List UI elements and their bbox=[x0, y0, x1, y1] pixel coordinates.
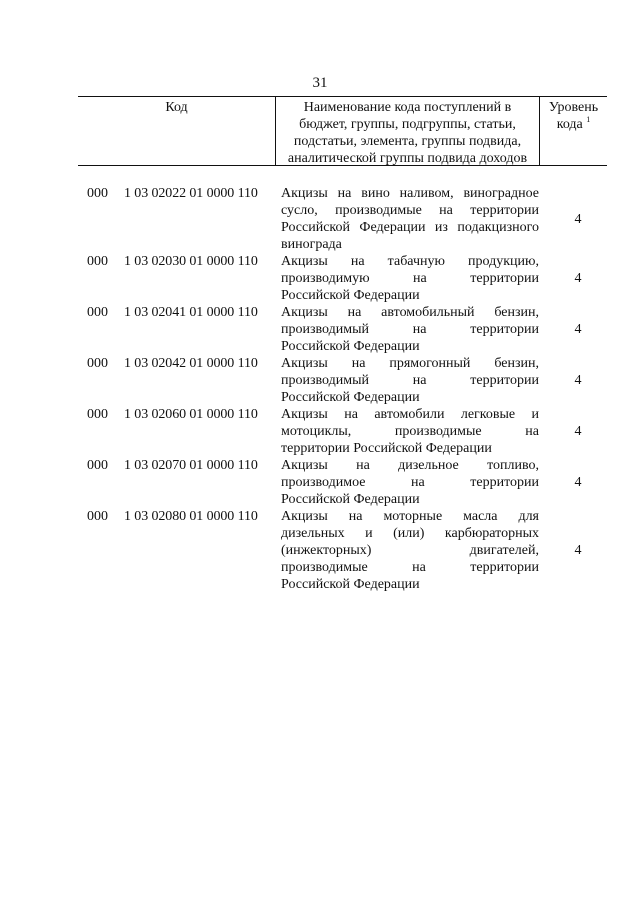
revenue-name-line: сусло, производимые на территории bbox=[281, 203, 539, 218]
revenue-name-line: производимый на территории bbox=[281, 322, 539, 337]
revenue-code: 1 03 02080 01 0000 110 bbox=[124, 509, 258, 524]
table-header bbox=[78, 96, 607, 166]
revenue-name-line: Российской Федерации bbox=[281, 492, 420, 507]
revenue-name-line: винограда bbox=[281, 237, 342, 252]
header-name-line: бюджет, группы, подгруппы, статьи, bbox=[299, 117, 516, 132]
admin-code: 000 bbox=[87, 407, 108, 422]
table-body bbox=[78, 185, 607, 593]
revenue-name-line: производимую на территории bbox=[281, 271, 539, 286]
admin-code: 000 bbox=[87, 458, 108, 473]
table-row bbox=[78, 304, 607, 355]
header-level-sublabel bbox=[540, 116, 607, 133]
header-name-line: Наименование кода поступлений в bbox=[303, 100, 512, 115]
code-level: 4 bbox=[574, 373, 582, 388]
revenue-name bbox=[281, 185, 539, 253]
code-level: 4 bbox=[574, 424, 582, 439]
revenue-name bbox=[281, 457, 539, 508]
table-row bbox=[78, 406, 607, 457]
code-level: 4 bbox=[574, 322, 582, 337]
revenue-name bbox=[281, 508, 539, 593]
header-level-label: Уровень bbox=[548, 100, 599, 115]
revenue-code: 1 03 02041 01 0000 110 bbox=[124, 305, 258, 320]
revenue-name-line: Акцизы на табачную продукцию, bbox=[281, 254, 539, 269]
admin-code: 000 bbox=[87, 305, 108, 320]
revenue-name-line: Акцизы на моторные масла для bbox=[281, 509, 539, 524]
revenue-name bbox=[281, 355, 539, 406]
revenue-name bbox=[281, 406, 539, 457]
code-level: 4 bbox=[574, 211, 582, 227]
revenue-code: 1 03 02030 01 0000 110 bbox=[124, 254, 258, 269]
page-number: 31 bbox=[312, 75, 328, 91]
table-row bbox=[78, 355, 607, 406]
revenue-name-line: производимые на территории bbox=[281, 560, 539, 575]
header-code-column bbox=[78, 97, 275, 165]
table-row bbox=[78, 185, 607, 253]
revenue-name bbox=[281, 253, 539, 304]
admin-code: 000 bbox=[87, 356, 108, 371]
revenue-code: 1 03 02070 01 0000 110 bbox=[124, 458, 258, 473]
revenue-name-line: Акцизы на вино наливом, виноградное bbox=[281, 186, 539, 201]
header-level-column bbox=[540, 97, 607, 165]
revenue-name-line: Акцизы на автомобильный бензин, bbox=[281, 305, 539, 320]
revenue-code: 1 03 02022 01 0000 110 bbox=[124, 186, 258, 201]
revenue-name-line: производимое на территории bbox=[281, 475, 539, 490]
revenue-name bbox=[281, 304, 539, 355]
table-row bbox=[78, 457, 607, 508]
header-name-line: подстатьи, элемента, группы подвида, bbox=[293, 134, 522, 149]
revenue-name-line: производимый на территории bbox=[281, 373, 539, 388]
revenue-name-line: Российской Федерации из подакцизного bbox=[281, 220, 539, 235]
table-row bbox=[78, 508, 607, 593]
header-name-column bbox=[275, 97, 540, 165]
revenue-name-line: Акцизы на автомобили легковые и bbox=[281, 407, 539, 422]
header-name-line: аналитической группы подвида доходов bbox=[287, 151, 528, 166]
revenue-name-line: мотоциклы, производимые на bbox=[281, 424, 539, 439]
code-level: 4 bbox=[574, 271, 582, 286]
admin-code: 000 bbox=[87, 186, 108, 201]
header-code-label: Код bbox=[165, 100, 188, 115]
table-row bbox=[78, 253, 607, 304]
revenue-name-line: Российской Федерации bbox=[281, 577, 420, 592]
revenue-name-line: Акцизы на прямогонный бензин, bbox=[281, 356, 539, 371]
revenue-name-line: Российской Федерации bbox=[281, 288, 420, 303]
header-level-word: кода bbox=[556, 117, 583, 132]
revenue-code: 1 03 02042 01 0000 110 bbox=[124, 356, 258, 371]
admin-code: 000 bbox=[87, 254, 108, 269]
code-level: 4 bbox=[574, 475, 582, 490]
revenue-name-line: (инжекторных) двигателей, bbox=[281, 543, 539, 558]
admin-code: 000 bbox=[87, 509, 108, 524]
revenue-code: 1 03 02060 01 0000 110 bbox=[124, 407, 258, 422]
revenue-name-line: Российской Федерации bbox=[281, 390, 420, 405]
revenue-name-line: Акцизы на дизельное топливо, bbox=[281, 458, 539, 473]
revenue-name-line: дизельных и (или) карбюраторных bbox=[281, 526, 539, 541]
header-level-footnote: 1 bbox=[586, 115, 591, 124]
revenue-name-line: территории Российской Федерации bbox=[281, 441, 492, 456]
code-level: 4 bbox=[574, 543, 582, 558]
revenue-name-line: Российской Федерации bbox=[281, 339, 420, 354]
